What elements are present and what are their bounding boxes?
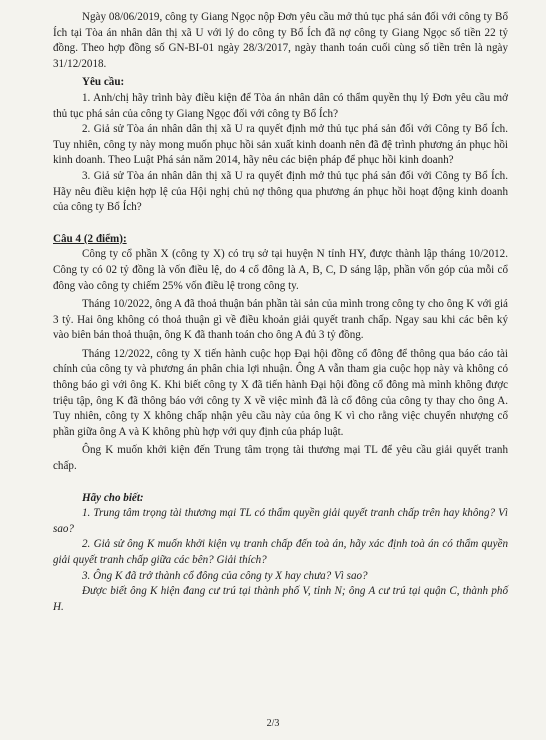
case-paragraph-3: Tháng 12/2022, công ty X tiến hành cuộc họp Đại hội đồng cổ đông để thông qua báo cáo tài chính của công ty và phương án phân chia lợi nhuận. Ông A vẫn tham gia cuộc họp này và không có thông báo gì với ông K. Khi biết công ty X đã tiến hành Đại hội đồng cổ đông mà mình không được triệu tập, ông K đã thông báo với công ty X về việc mình đã là cổ đông của công ty thay cho ông A. Tuy nhiên, công ty X không chấp nhận yêu cầu này của ông K vì cho rằng việc chuyển nhượng cổ phần giữa ông A và K không phù hợp với quy định của pháp luật. bbox=[53, 347, 508, 438]
case-paragraph-2: Tháng 10/2022, ông A đã thoả thuận bán phần tài sản của mình trong công ty cho ông K với giá 3 tỷ. Hai ông không có thoả thuận gì về điều khoản giải quyết tranh chấp. Ngay sau khi các bên ký vào biên bản thoả thuận, ông K đã thanh toán cho ông A đủ 3 tỷ đồng. bbox=[53, 298, 508, 342]
requirement-question-1: 1. Anh/chị hãy trình bày điều kiện để Tòa án nhân dân có thẩm quyền thụ lý Đơn yêu cầu mở thủ tục phá sản của công ty Giang Ngọc đối với công ty Bổ Ích? bbox=[53, 91, 508, 120]
ask-question-2: 2. Giả sử ông K muốn khởi kiện vụ tranh chấp đến toà án, hãy xác định toà án có thẩm quyền giải quyết tranh chấp giữa các bên? Giải thích? bbox=[53, 538, 508, 566]
requirement-question-3: 3. Giả sử Tòa án nhân dân thị xã U ra quyết định mở thủ tục phá sản đối với Công ty Bổ Ích. Hãy nêu điều kiện hợp lệ của Hội nghị chủ nợ thông qua phương án phục hồi hoạt động kinh doanh của công ty Bổ Ích? bbox=[53, 169, 508, 214]
ask-question-3: 3. Ông K đã trở thành cổ đông của công ty X hay chưa? Vì sao? bbox=[82, 569, 368, 582]
ask-heading: Hãy cho biết: bbox=[82, 491, 144, 504]
case-intro-paragraph: Ngày 08/06/2019, công ty Giang Ngọc nộp Đơn yêu cầu mở thủ tục phá sản đối với công ty Bổ Ích tại Tòa án nhân dân thị xã U với lý do công ty Bổ Ích đã nợ công ty Giang Ngọc số tiền 22 tỷ đồng. Theo hợp đồng số GN-BI-01 ngày 28/3/2017, ngày thanh toán cuối cùng số tiền trên là ngày 31/12/2018. bbox=[53, 11, 508, 70]
document-body bbox=[53, 10, 508, 615]
page-number: 2/3 bbox=[266, 718, 280, 729]
case-paragraph-1: Công ty cổ phần X (công ty X) có trụ sở tại huyện N tỉnh HY, được thành lập tháng 10/2012. Công ty có 02 tỷ đồng là vốn điều lệ, do 4 cổ đông là A, B, C, D sáng lập, phần vốn góp của mỗi cổ đông vào công ty chiếm 25% vốn điều lệ trong công ty. bbox=[53, 248, 508, 292]
question-4-heading: Câu 4 (2 điểm): bbox=[53, 232, 127, 245]
requirement-question-2: 2. Giả sử Tòa án nhân dân thị xã U ra quyết định mở thủ tục phá sản đối với Công ty Bổ Ích. Tuy nhiên, công ty này mong muốn phục hồi sản xuất kinh doanh nên đã đệ trình phương án phục hồi kinh doanh. Theo Luật Phá sản năm 2014, hãy nêu các biện pháp để phục hồi kinh doanh? bbox=[53, 123, 508, 167]
requirements-heading: Yêu cầu: bbox=[82, 76, 125, 89]
ask-note: Được biết ông K hiện đang cư trú tại thành phố V, tỉnh N; ông A cư trú tại quận C, thành phố H. bbox=[53, 585, 508, 613]
ask-question-1: 1. Trung tâm trọng tài thương mại TL có thẩm quyền giải quyết tranh chấp trên hay không? Vì sao? bbox=[53, 507, 508, 535]
case-paragraph-4: Ông K muốn khởi kiện đến Trung tâm trọng tài thương mại TL để yêu cầu giải quyết tranh chấp. bbox=[53, 444, 508, 473]
